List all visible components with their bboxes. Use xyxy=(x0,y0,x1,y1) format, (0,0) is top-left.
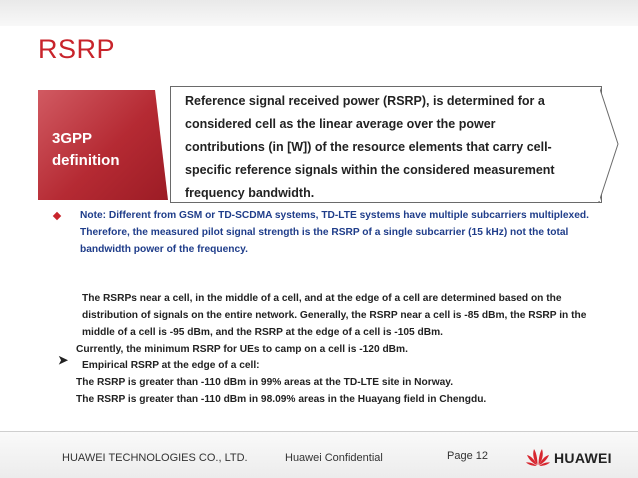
chevron-right-icon: ➤ xyxy=(58,353,69,367)
definition-tab-label-line2: definition xyxy=(52,152,120,169)
huawei-logo-icon xyxy=(525,443,551,469)
definition-box-arrow xyxy=(598,86,620,203)
paragraph-line: middle of a cell is -95 dBm, and the RSRP at the edge of a cell is -105 dBm. xyxy=(82,327,443,338)
note-line: Note: Different from GSM or TD-SCDMA systems, TD-LTE systems have multiple subcarriers multiplexed. xyxy=(80,210,589,221)
top-bar xyxy=(0,0,638,26)
note-text xyxy=(80,207,620,258)
definition-line: frequency bandwidth. xyxy=(185,186,315,200)
rsrp-paragraph xyxy=(82,290,627,341)
definition-line: Reference signal received power (RSRP), is determined for a xyxy=(185,94,545,108)
slide-title: RSRP xyxy=(38,34,116,64)
empirical-line: The RSRP is greater than -110 dBm in 99% areas at the TD-LTE site in Norway. xyxy=(76,377,454,388)
minimum-rsrp-line: Currently, the minimum RSRP for UEs to camp on a cell is -120 dBm. xyxy=(76,344,408,355)
definition-line: contributions (in [W]) of the resource elements that carry cell- xyxy=(185,140,552,154)
definition-line: specific reference signals within the considered measurement xyxy=(185,163,555,177)
footer-page-number: Page 12 xyxy=(447,450,488,462)
definition-tab-label-line1: 3GPP xyxy=(52,130,93,147)
paragraph-line: distribution of signals on the entire network. Generally, the RSRP near a cell is -85 dBm, the RSRP in the xyxy=(82,310,587,321)
footer-company: HUAWEI TECHNOLOGIES CO., LTD. xyxy=(62,452,248,464)
empirical-line: The RSRP is greater than -110 dBm in 98.09% areas in the Huayang field in Chengdu. xyxy=(76,394,487,405)
definition-text xyxy=(185,90,585,205)
empirical-list xyxy=(76,374,621,408)
huawei-logo-text: HUAWEI xyxy=(554,450,612,466)
definition-line: considered cell as the linear average over the power xyxy=(185,117,496,131)
definition-tab-label xyxy=(52,128,120,172)
empirical-heading: Empirical RSRP at the edge of a cell: xyxy=(82,360,260,371)
note-line: bandwidth power of the frequency. xyxy=(80,244,248,255)
footer-divider xyxy=(0,431,638,432)
note-line: Therefore, the measured pilot signal strength is the RSRP of a single subcarrier (15 kHz) not the total xyxy=(80,227,569,238)
footer-confidential: Huawei Confidential xyxy=(285,452,383,464)
paragraph-line: The RSRPs near a cell, in the middle of a cell, and at the edge of a cell are determined based on the xyxy=(82,293,562,304)
diamond-bullet-icon xyxy=(53,212,61,220)
